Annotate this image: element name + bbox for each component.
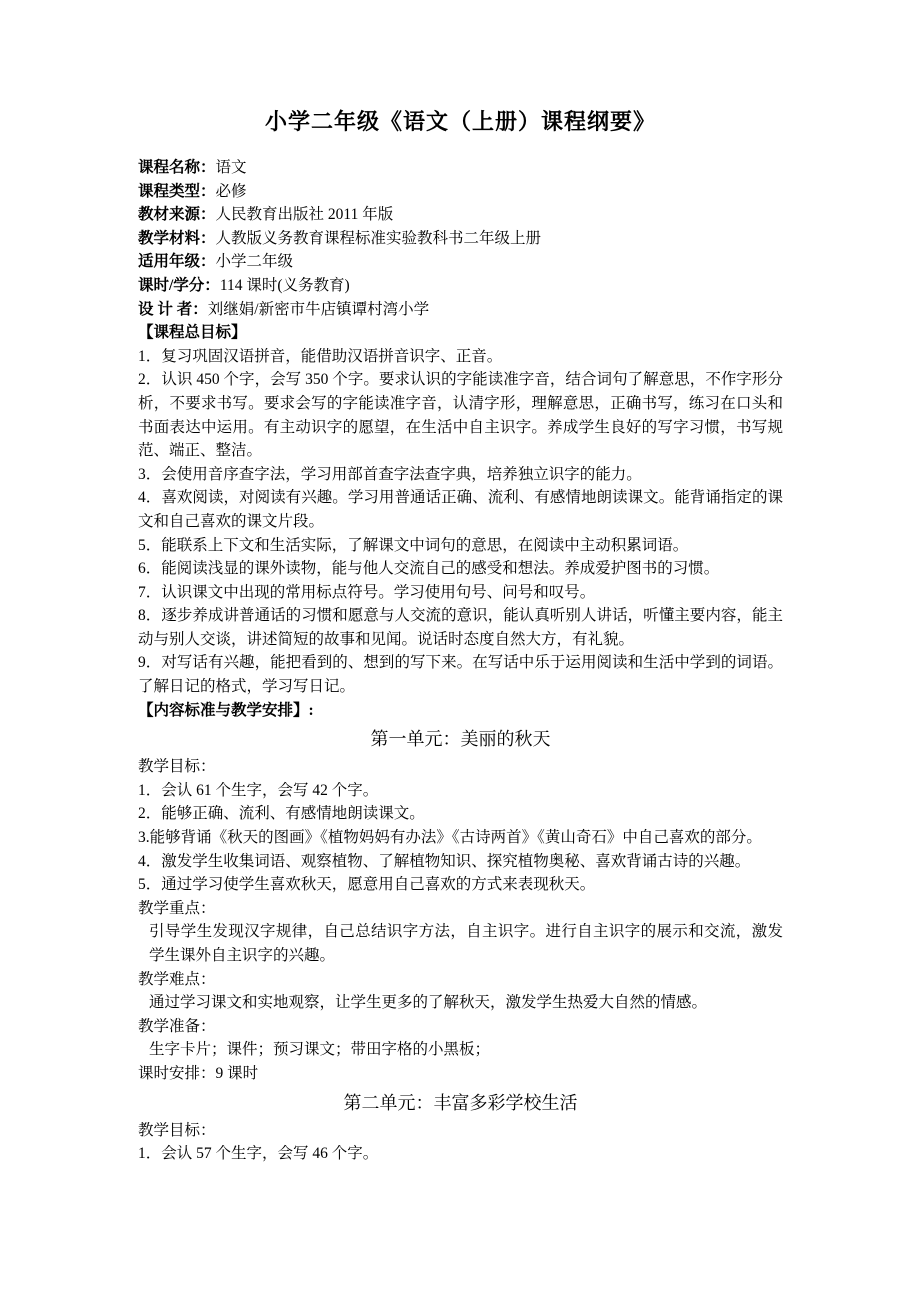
meta-label: 课时/学分： <box>138 276 220 294</box>
meta-section <box>138 156 783 321</box>
meta-line-teaching-material <box>138 227 783 251</box>
meta-label: 教材来源： <box>138 206 216 224</box>
meta-label: 课程类型： <box>138 182 216 200</box>
meta-line-course-type <box>138 180 783 204</box>
course-goal-item: 6．能阅读浅显的课外读物，能与他人交流自己的感受和想法。养成爱护图书的习惯。 <box>138 560 720 578</box>
meta-line-designer <box>138 298 783 322</box>
overall-goals-heading: 【课程总目标】 <box>138 324 247 342</box>
unit1-line: 3.能够背诵《秋天的图画》《植物妈妈有办法》《古诗两首》《黄山奇石》中自己喜欢的部分。 <box>138 829 762 847</box>
meta-value: 人民教育出版社 2011 年版 <box>215 206 394 224</box>
meta-label: 课程名称： <box>138 159 216 176</box>
unit1-line: 教学重点： <box>138 899 216 917</box>
unit1-line: 引导学生发现汉字规律，自己总结识字方法，自主识字。进行自主识字的展示和交流，激发学生课外自主识字的兴趣。 <box>149 923 783 964</box>
course-goal-item: 9．对写话有兴趣，能把看到的、想到的写下来。在写话中乐于运用阅读和生活中学到的词语。了解日记的格式，学习写日记。 <box>138 654 783 696</box>
meta-label: 教学材料： <box>138 229 216 247</box>
unit2-title: 第二单元：丰富多彩学校生活 <box>343 1092 578 1113</box>
course-goal-item: 8．逐步养成讲普通话的习惯和愿意与人交流的意识，能认真听别人讲话，听懂主要内容，能主动与别人交谈，讲述简短的故事和见闻。说话时态度自然大方，有礼貌。 <box>138 607 783 648</box>
course-goal-item: 3．会使用音序查字法，学习用部首查字法查字典，培养独立识字的能力。 <box>138 465 642 483</box>
meta-value: 语文 <box>215 159 247 176</box>
document-title: 小学二年级《语文（上册）课程纲要》 <box>264 109 656 134</box>
unit1-line: 课时安排：9 课时 <box>138 1064 259 1082</box>
unit1-title: 第一单元：美丽的秋天 <box>370 729 551 750</box>
meta-value: 必修 <box>215 182 247 200</box>
unit1-line: 4．激发学生收集词语、观察植物、了解植物知识、探究植物奥秘、喜欢背诵古诗的兴趣。 <box>138 852 751 870</box>
meta-line-course-name <box>138 156 783 180</box>
unit1-line: 1．会认 61 个生字，会写 42 个字。 <box>138 781 379 799</box>
unit2-line: 教学目标： <box>138 1121 216 1139</box>
unit2-line: 1．会认 57 个生字，会写 46 个字。 <box>138 1145 379 1163</box>
unit1-line: 通过学习课文和实地观察，让学生更多的了解秋天，激发学生热爱大自然的情感。 <box>149 994 708 1012</box>
unit1-line: 教学准备： <box>138 1017 216 1035</box>
meta-value: 小学二年级 <box>215 253 294 271</box>
course-goal-item: 1．复习巩固汉语拼音，能借助汉语拼音识字、正音。 <box>138 347 503 365</box>
meta-line-material-source <box>138 203 783 227</box>
meta-value: 人教版义务教育课程标准实验教科书二年级上册 <box>215 229 542 247</box>
course-goal-item: 4．喜欢阅读，对阅读有兴趣。学习用普通话正确、流利、有感情地朗读课文。能背诵指定的课文和自己喜欢的课文片段。 <box>138 489 783 530</box>
unit1-line: 5．通过学习使学生喜欢秋天，愿意用自己喜欢的方式来表现秋天。 <box>138 876 596 894</box>
unit2-section <box>138 1089 783 1166</box>
unit1-line: 教学目标： <box>138 758 216 776</box>
overall-goals-list <box>138 345 783 699</box>
meta-value: 刘继娟/新密市牛店镇谭村湾小学 <box>207 300 430 318</box>
meta-line-class-hours <box>138 274 783 298</box>
course-goal-item: 7．认识课文中出现的常用标点符号。学习使用句号、问号和叹号。 <box>138 583 596 601</box>
unit1-line: 生字卡片；课件；预习课文；带田字格的小黑板； <box>149 1041 491 1059</box>
meta-value: 114 课时(义务教育) <box>219 276 350 294</box>
course-goal-item: 5．能联系上下文和生活实际，了解课文中词句的意思，在阅读中主动积累词语。 <box>138 536 689 554</box>
meta-label: 适用年级： <box>138 253 216 271</box>
meta-line-grade <box>138 250 783 274</box>
unit1-line: 2．能够正确、流利、有感情地朗读课文。 <box>138 805 425 823</box>
course-goal-item: 2．认识 450 个字，会写 350 个字。要求认识的字能读准字音，结合词句了解意思，不作字形分析，不要求书写。要求会写的字能读准字音，认清字形，理解意思，正确书写，练习在口头和书面表达中运用。有主动识字的愿望，在生活中自主识字。养成学生良好的写字习惯，书写规范、端正、整洁。 <box>138 371 783 460</box>
unit1-line: 教学难点： <box>138 970 216 988</box>
content-standards-heading: 【内容标准与教学安排】: <box>138 701 314 719</box>
unit1-section <box>138 725 783 1085</box>
meta-label: 设 计 者： <box>138 300 208 318</box>
